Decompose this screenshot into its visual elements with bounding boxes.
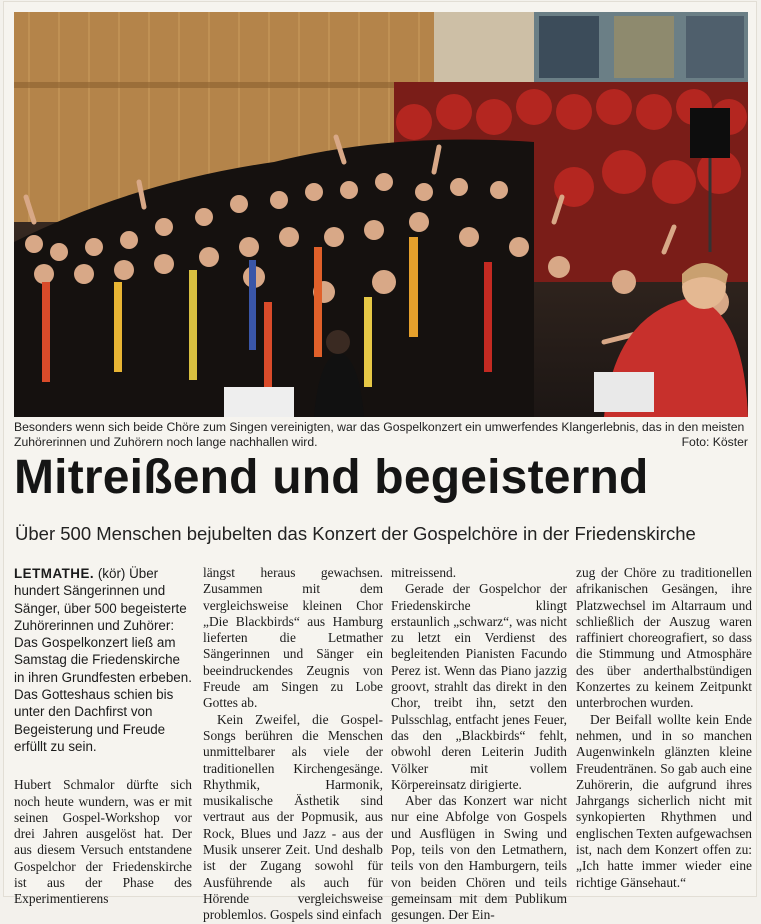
choir-photo	[14, 12, 748, 417]
column-3-paragraph-3: Aber das Konzert war nicht nur eine Abfolge von Gospels und Ausflügen in Swing und Pop, teils von den Letmathern, teils von den Hamburgern, teils von beiden Chören und teils gemeinsam mit dem Publikum gesungen. Der Ein-	[391, 793, 567, 923]
photo-caption	[14, 420, 748, 450]
column-2-paragraph-2: Kein Zweifel, die Gospel-Songs berühren die Menschen unmittelbarer als viele der traditionellen Kirchengesänge. Rhythmik, Harmonik, musikalische Ästhetik sind vertraut aus der Popmusik, aus Rock, Blues und Jazz - aus der Musik unserer Zeit. Und deshalb ist der Zugang sowohl für Ausführende als auch für Hörende vergleichsweise problemlos. Gospels sind einfach	[203, 711, 383, 923]
dateline-place: LETMATHE.	[14, 566, 95, 581]
newspaper-clipping	[4, 2, 756, 923]
dateline-author: (kör)	[94, 566, 126, 581]
column-4-paragraph-2: Der Beifall wollte kein Ende nehmen, und in so manchen Augenwinkeln glänzten kleine Freudentränen. So gab auch eine Zuhörerin, die aufgrund ihres Jahrgangs sicherlich nicht mit synkopierten Rhythmen und englischen Texten aufgewachsen ist, nach dem Konzert offen zu: „Ich hatte immer wieder eine richtige Gänsehaut.“	[576, 711, 752, 890]
article-column-2	[203, 565, 383, 924]
article-lead	[14, 565, 192, 755]
lead-text: Über hundert Sängerinnen und Sänger, über 500 begeisterte Zuhörerinnen und Zuhörer: Das Gospelkonzert ließ am Samstag die Friedenskirche in ihren Grundfesten erbeben. Das Gotteshaus schien bis unter den Dachfirst von Begeisterung und Freude erfüllt zu sein.	[14, 566, 192, 754]
choir-photo-illustration	[14, 12, 748, 417]
column-3-paragraph-1: mitreissend.	[391, 565, 457, 580]
article-column-3	[391, 565, 567, 924]
column-4-paragraph-1: zug der Chöre zu traditionellen afrikanischen Gesängen, ihre Platzwechsel im Altarraum und schließlich der Auszug waren raffiniert choreografiert, so dass die Stimmung und Atmosphäre des über anderthalbstündigen Konzertes zu keinem Zeitpunkt unterbrochen wurden.	[576, 565, 752, 711]
article-column-4	[576, 565, 752, 891]
headline: Mitreißend und begeisternd	[14, 451, 649, 504]
caption-text: Besonders wenn sich beide Chöre zum Singen vereinigten, war das Gospelkonzert ein umwerfendes Klangerlebnis, das in den meisten Zuhörerinnen und Zuhörern noch lange nachhallen wird.	[14, 420, 745, 449]
photo-credit: Foto: Köster	[681, 435, 748, 449]
article-column-1	[14, 565, 192, 908]
column-3-paragraph-2: Gerade der Gospelchor der Friedenskirche klingt erstaunlich „schwarz“, was nicht zu letzt ein Verdienst des begleitenden Pianisten Facundo Perez ist. Wenn das Piano jazzig groovt, strahlt das direkt in den Chor, treibt ihn, setzt den Pulsschlag, entfacht jenes Feuer, das den „Blackbirds“ fehlt, obwohl deren Leiterin Judith Völker mit vollem Körpereinsatz dirigierte.	[391, 581, 567, 792]
subheadline: Über 500 Menschen bejubelten das Konzert der Gospelchöre in der Friedenskirche	[15, 523, 696, 544]
column-1-body: Hubert Schmalor dürfte sich noch heute wundern, was er mit seinen Gospel-Workshop vor drei Jahren ausgelöst hat. Der aus diesem Versuch entstandene Gospelchor der Friedenskirche ist aus der Phase des Experimentierens	[14, 777, 192, 907]
column-2-paragraph-1: längst heraus gewachsen. Zusammen mit dem vergleichsweise kleinen Chor „Die Blackbirds“ aus Hamburg lieferten die Letmather Sängerinnen und Sänger ein beeindruckendes Zeugnis von Freude am Singen zu Lobe Gottes ab.	[203, 565, 383, 711]
